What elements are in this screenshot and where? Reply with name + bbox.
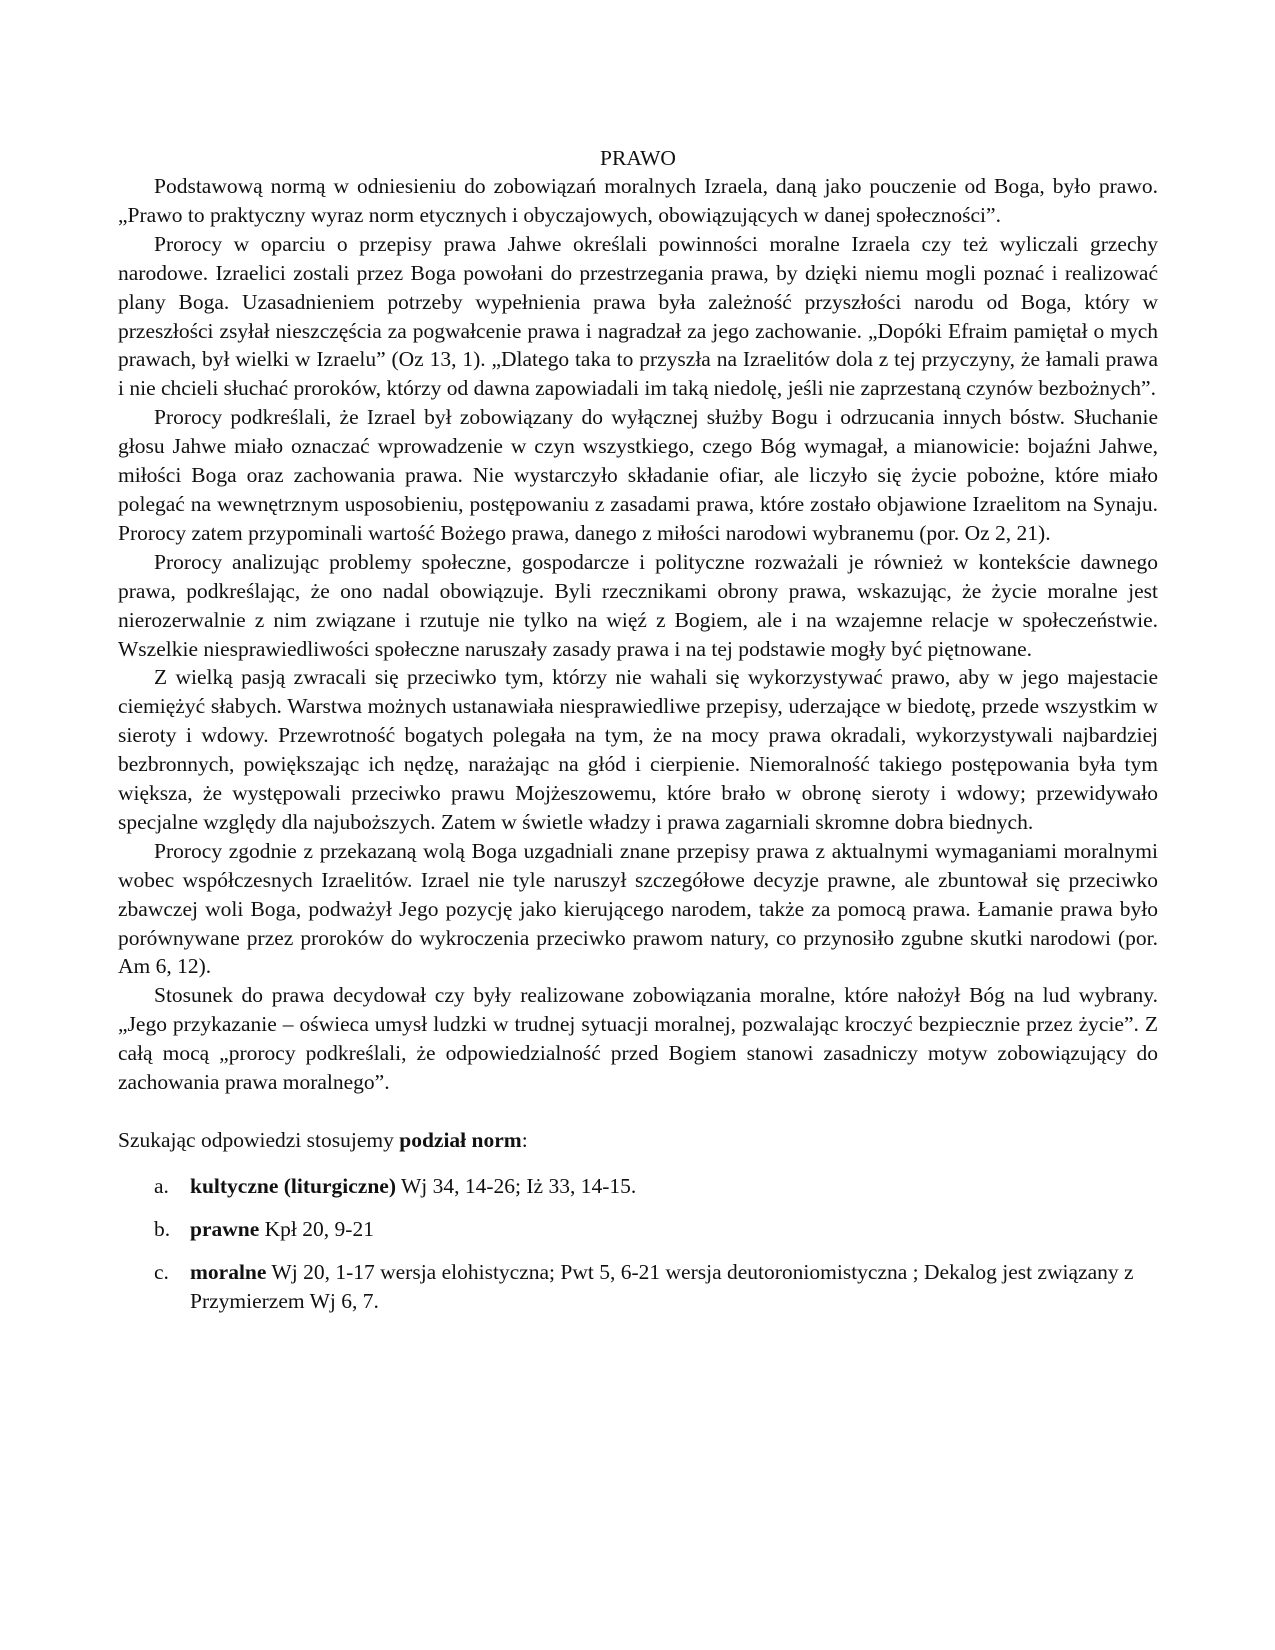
- list-item-text: Kpł 20, 9-21: [259, 1216, 374, 1241]
- list-item-bold: kultyczne (liturgiczne): [190, 1173, 396, 1198]
- page-title: PRAWO: [600, 146, 676, 170]
- list-marker: c.: [154, 1259, 169, 1284]
- paragraph-5: Z wielką pasją zwracali się przeciwko tym, którzy nie wahali się wykorzystywać prawo, aby w jego majestacie ciemiężyć słabych. Warstwa możnych ustanawiała niesprawiedliwe przepisy, uderzające w biedotę, przede wszystkim w sieroty i wdowy. Przewrotność bogatych polegała na tym, że na mocy prawa okradali, wykorzystywali najbardziej bezbronnych, powiększając ich nędzę, narażając na głód i cierpienie. Niemoralność takiego postępowania była tym większa, że występowali przeciwko prawu Mojżeszowemu, które brało w obronę sieroty i wdowy; przewidywało specjalne względy dla najuboższych. Zatem w świetle władzy i prawa zagarniali skromne dobra biednych.: [118, 665, 1158, 834]
- paragraph-2: Prorocy w oparciu o przepisy prawa Jahwe określali powinności moralne Izraela czy też wyliczali grzechy narodowe. Izraelici zostali przez Boga powołani do przestrzegania prawa, by dzięki niemu mogli poznać i realizować plany Boga. Uzasadnieniem potrzeby wypełnienia prawa była zależność przyszłości narodu od Boga, który w przeszłości zsyłał nieszczęścia za pogwałcenie prawa i nagradzał za jego zachowanie. „Dopóki Efraim pamiętał o mych prawach, był wielki w Izraelu” (Oz 13, 1). „Dlatego taka to przyszła na Izraelitów dola z tej przyczyny, że łamali prawa i nie chcieli słuchać proroków, którzy od dawna zapowiadali im taką niedolę, jeśli nie zaprzestaną czynów bezbożnych”.: [118, 231, 1158, 401]
- list-item-text: Wj 20, 1-17 wersja elohistyczna; Pwt 5, 6-21 wersja deutoroniomistyczna ; Dekalog jest związany z Przymierzem Wj 6, 7.: [190, 1259, 1134, 1313]
- norms-intro-text: Szukając odpowiedzi stosujemy: [118, 1128, 400, 1152]
- list-item-bold: prawne: [190, 1216, 260, 1241]
- norms-intro-bold: podział norm: [399, 1128, 522, 1152]
- paragraph-7: Stosunek do prawa decydował czy były realizowane zobowiązania moralne, które nałożył Bóg na lud wybrany. „Jego przykazanie – oświeca umysł ludzki w trudnej sytuacji moralnej, pozwalając kroczyć bezpiecznie przez życie”. Z całą mocą „prorocy podkreślali, że odpowiedzialność przed Bogiem stanowi zasadniczy motyw zobowiązujący do zachowania prawa moralnego”.: [118, 983, 1158, 1095]
- list-marker: a.: [154, 1173, 169, 1198]
- list-item: [118, 1258, 1158, 1316]
- paragraph-1: Podstawową normą w odniesieniu do zobowiązań moralnych Izraela, daną jako pouczenie od Boga, było prawo. „Prawo to praktyczny wyraz norm etycznych i obyczajowych, obowiązujących w danej społeczności”.: [118, 174, 1158, 227]
- document-page: [118, 0, 1158, 1316]
- list-item-bold: moralne: [190, 1259, 267, 1284]
- paragraph-4: Prorocy analizując problemy społeczne, gospodarcze i polityczne rozważali je również w kontekście dawnego prawa, podkreślając, że ono nadal obowiązuje. Byli rzecznikami obrony prawa, wskazując, że życie moralne jest nierozerwalnie z nim związane i rzutuje nie tylko na więź z Bogiem, ale i na wzajemne relacje w społeczeństwie. Wszelkie niesprawiedliwości społeczne naruszały zasady prawa i na tej podstawie mogły być piętnowane.: [118, 549, 1158, 661]
- paragraph-6: Prorocy zgodnie z przekazaną wolą Boga uzgadniali znane przepisy prawa z aktualnymi wymaganiami moralnymi wobec współczesnych Izraelitów. Izrael nie tyle naruszył szczegółowe decyzje prawne, ale zbuntował się przeciwko zbawczej woli Boga, podważył Jego pozycję jako kierującego narodem, także za pomocą prawa. Łamanie prawa było porównywane przez proroków do wykroczenia przeciwko prawom natury, co przynosiło zgubne skutki narodowi (por. Am 6, 12).: [118, 838, 1158, 979]
- norms-intro: [118, 1126, 1158, 1155]
- norms-list: [118, 1172, 1158, 1316]
- list-item: [118, 1215, 1158, 1244]
- paragraph-3: Prorocy podkreślali, że Izrael był zobowiązany do wyłącznej służby Bogu i odrzucania innych bóstw. Słuchanie głosu Jahwe miało oznaczać wprowadzenie w czyn wszystkiego, czego Bóg wymagał, a mianowicie: bojaźni Jahwe, miłości Boga oraz zachowania prawa. Nie wystarczyło składanie ofiar, ale liczyło się życie pobożne, które miało polegać na wewnętrznym usposobieniu, postępowaniu z zasadami prawa, które zostało objawione Izraelitom na Synaju. Prorocy zatem przypominali wartość Bożego prawa, danego z miłości narodowi wybranemu (por. Oz 2, 21).: [118, 405, 1158, 545]
- list-marker: b.: [154, 1216, 171, 1241]
- norms-intro-end: :: [521, 1128, 528, 1152]
- list-item: [118, 1172, 1158, 1201]
- list-item-text: Wj 34, 14-26; Iż 33, 14-15.: [396, 1173, 637, 1198]
